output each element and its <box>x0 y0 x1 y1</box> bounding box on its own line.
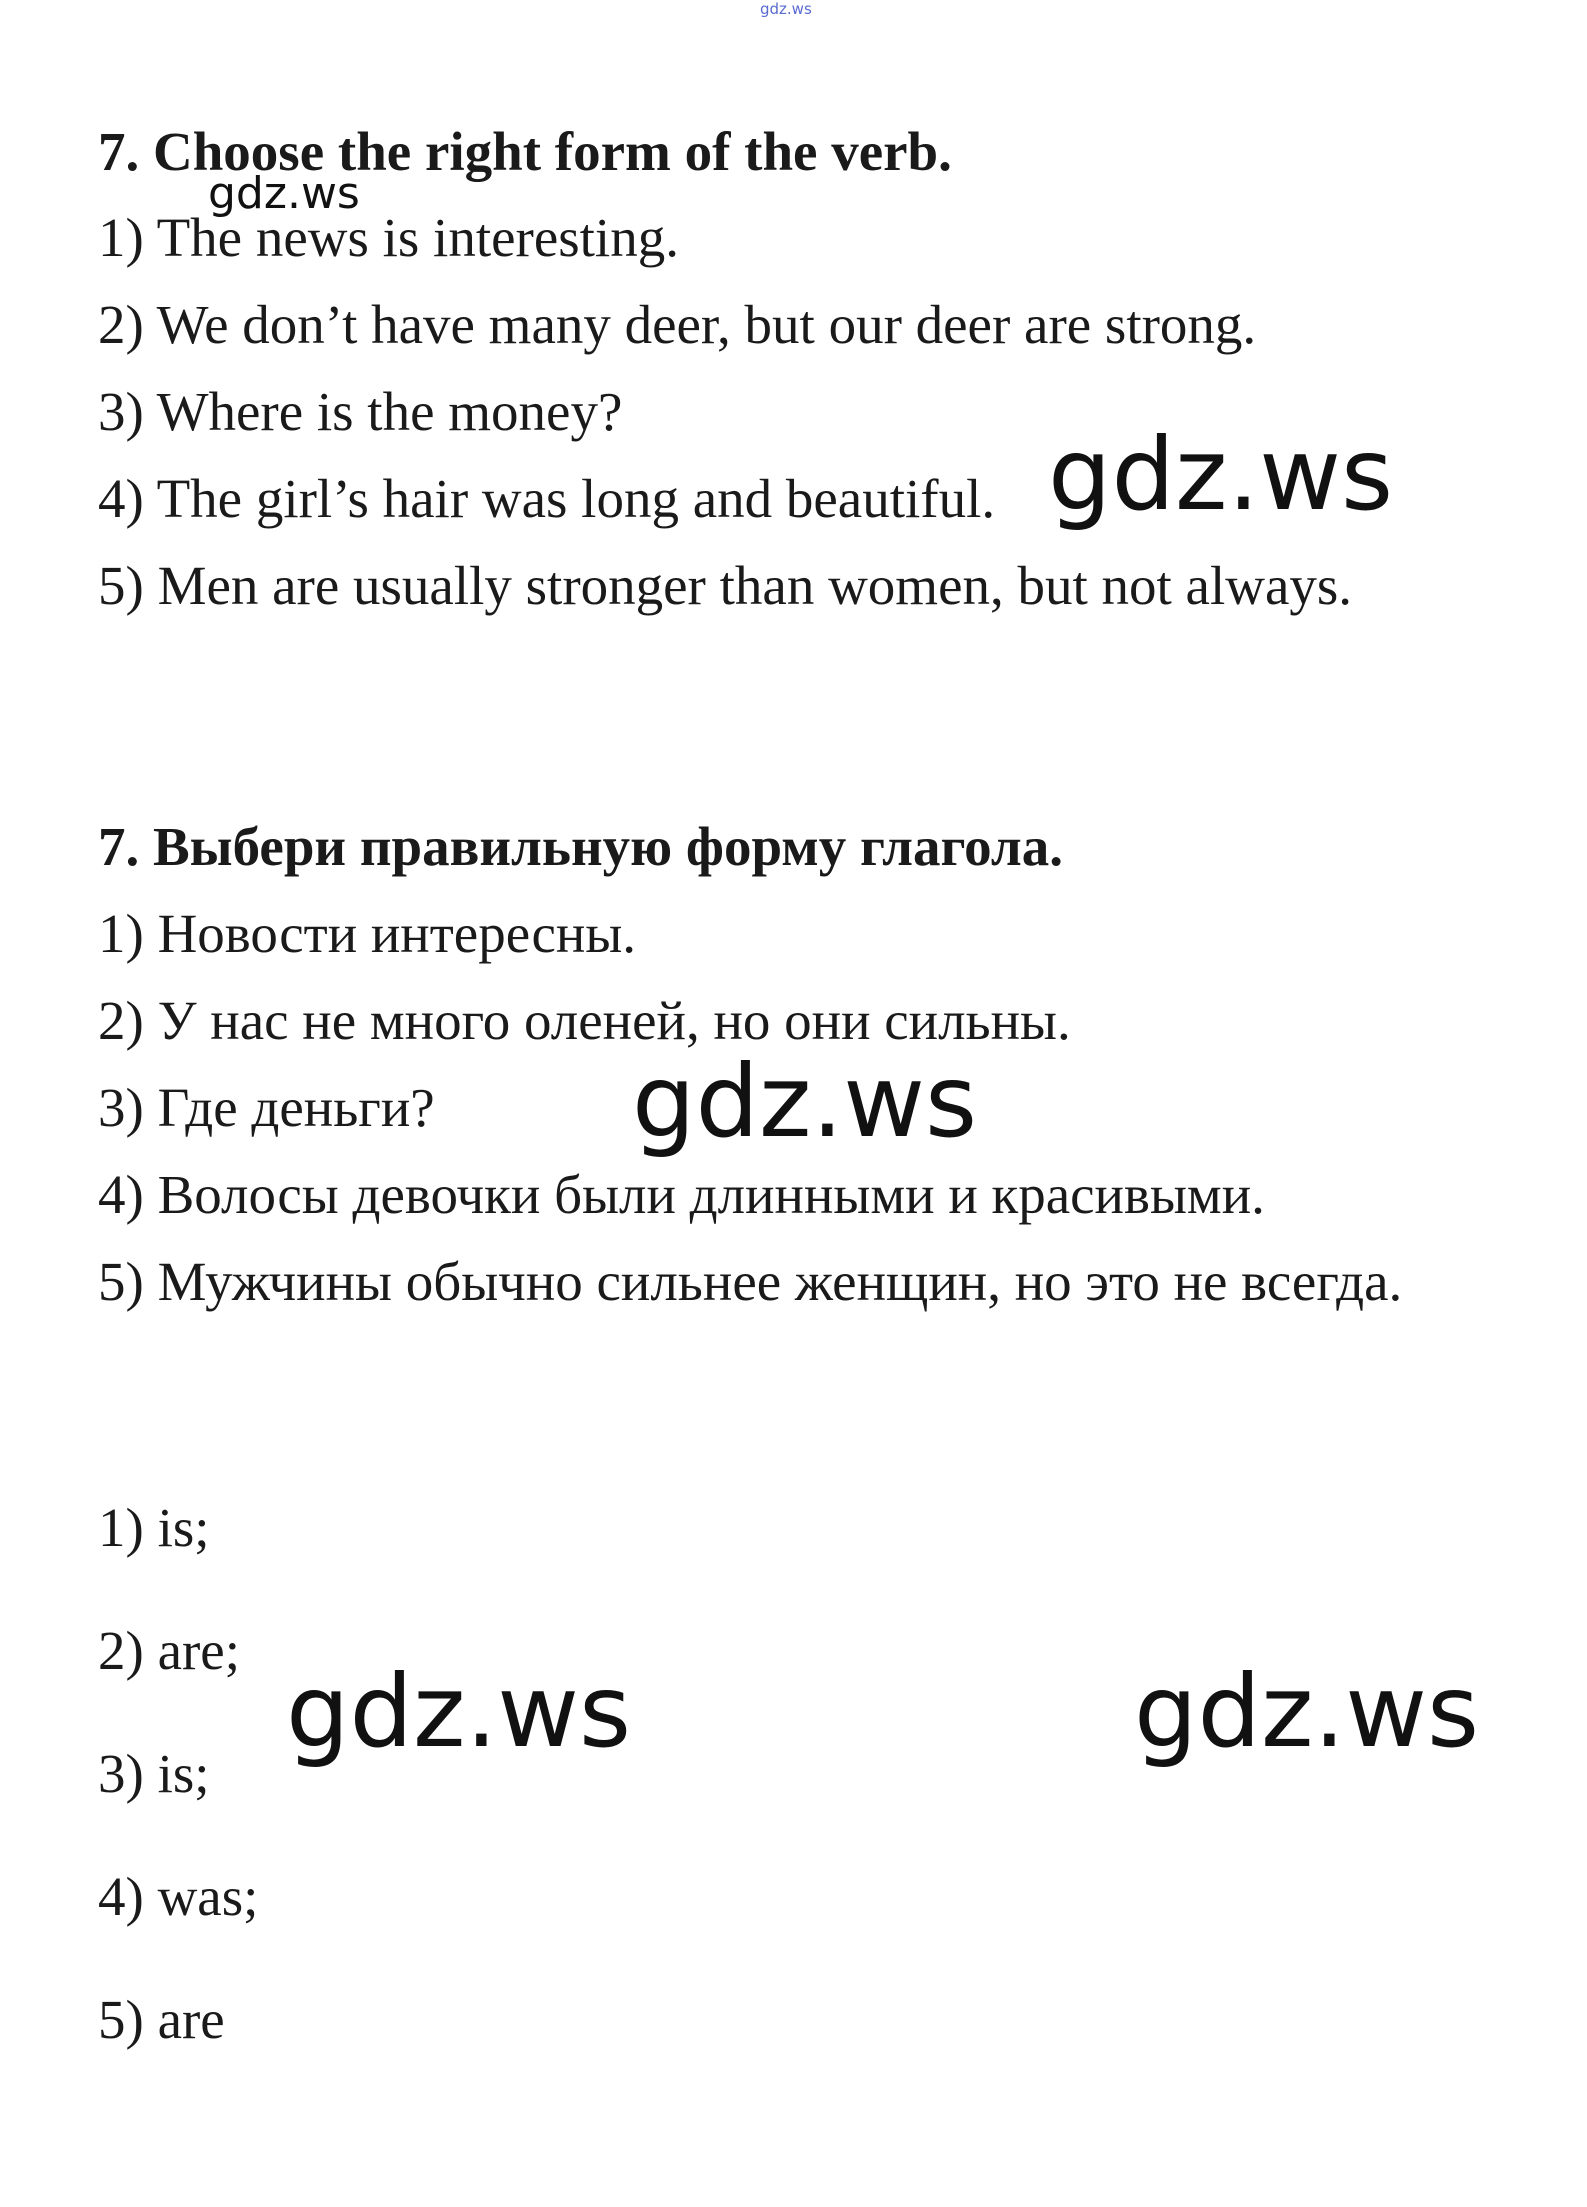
english-item-2: 2) We don’t have many deer, but our deer are strong. <box>98 294 1257 355</box>
english-item-5: 5) Men are usually stronger than women, but not always. <box>98 555 1353 616</box>
english-item-1: 1) The news is interesting. <box>98 207 679 268</box>
russian-item-2: 2) У нас не много оленей, но они сильны. <box>98 990 1071 1051</box>
watermark-big-1: gdz.ws <box>1048 416 1394 533</box>
watermark-big-4: gdz.ws <box>1134 1653 1480 1770</box>
answer-5: 5) are <box>98 1989 225 2050</box>
answer-4: 4) was; <box>98 1866 259 1927</box>
answer-2: 2) are; <box>98 1620 240 1681</box>
russian-item-4: 4) Волосы девочки были длинными и красивыми. <box>98 1164 1265 1225</box>
watermark-big-2: gdz.ws <box>632 1043 978 1160</box>
russian-item-1: 1) Новости интересны. <box>98 903 637 964</box>
russian-item-3: 3) Где деньги? <box>98 1077 435 1138</box>
english-item-4: 4) The girl’s hair was long and beautiful. <box>98 468 996 529</box>
watermark-top: gdz.ws <box>760 0 812 18</box>
english-item-3: 3) Where is the money? <box>98 381 623 442</box>
watermark-big-3: gdz.ws <box>286 1653 632 1770</box>
answer-3: 3) is; <box>98 1743 210 1804</box>
russian-heading: 7. Выбери правильную форму глагола. <box>98 816 1063 877</box>
russian-item-5: 5) Мужчины обычно сильнее женщин, но это не всегда. <box>98 1251 1403 1312</box>
english-heading: 7. Choose the right form of the verb. <box>98 121 952 182</box>
answer-1: 1) is; <box>98 1497 210 1558</box>
watermark-small: gdz.ws <box>208 168 360 219</box>
